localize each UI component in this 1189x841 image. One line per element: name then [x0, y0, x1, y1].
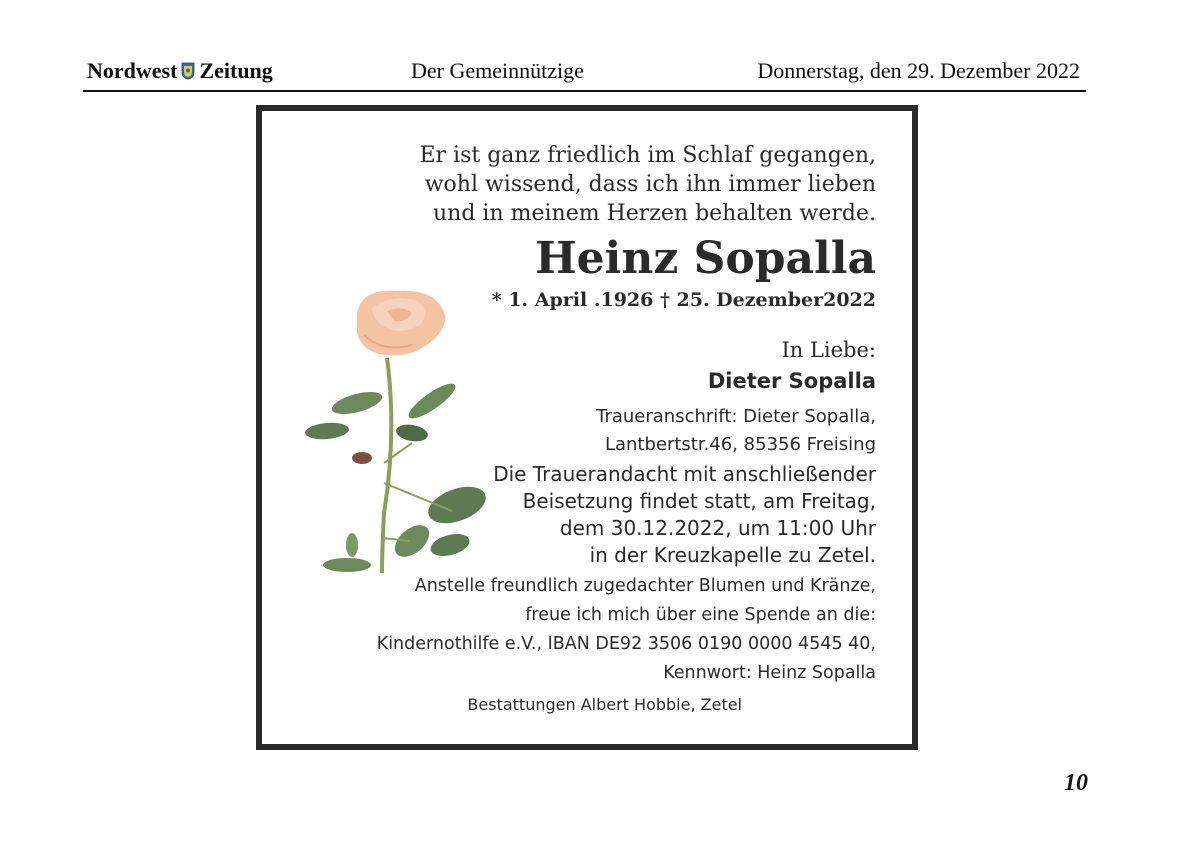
mourner-name: Dieter Sopalla: [707, 369, 876, 393]
issue-date: Donnerstag, den 29. Dezember 2022: [757, 58, 1080, 83]
life-dates: * 1. April .1926 † 25. Dezember2022: [491, 289, 876, 311]
address-line: Lantbertstr.46, 85356 Freising: [604, 434, 876, 455]
donation-line: Kindernothilfe e.V., IBAN DE92 3506 0190 0000 4545 40,: [376, 634, 876, 654]
masthead-zeitung: Zeitung: [199, 58, 273, 83]
donation-info: [377, 572, 876, 688]
verse-line: und in meinem Herzen behalten werde.: [433, 201, 876, 226]
verse-line: Er ist ganz friedlich im Schlaf gegangen,: [419, 143, 876, 168]
donation-line: freue ich mich über eine Spende an die:: [525, 605, 876, 625]
donation-line: Anstelle freundlich zugedachter Blumen und Kränze,: [414, 576, 876, 596]
service-line: in der Kreuzkapelle zu Zetel.: [589, 543, 876, 567]
verse: [419, 141, 876, 228]
undertaker: Bestattungen Albert Hobbie, Zetel: [467, 695, 742, 714]
mourning-address: [596, 403, 876, 459]
page-header: [83, 58, 1086, 88]
crest-icon: [181, 62, 195, 80]
donation-line: Kennwort: Heinz Sopalla: [663, 663, 876, 683]
obituary-notice: [256, 105, 918, 750]
masthead: [87, 58, 273, 84]
deceased-name: Heinz Sopalla: [535, 233, 876, 284]
masthead-nordwest: Nordwest: [87, 58, 178, 83]
in-love-label: In Liebe:: [781, 338, 876, 362]
verse-line: wohl wissend, dass ich ihn immer lieben: [424, 172, 876, 197]
header-rule: [83, 90, 1086, 92]
service-line: Beisetzung findet statt, am Freitag,: [522, 489, 876, 513]
service-info: [493, 461, 876, 569]
edition-title: Der Gemeinnützige: [411, 58, 584, 83]
rose-image: [302, 283, 502, 583]
service-line: dem 30.12.2022, um 11:00 Uhr: [559, 516, 876, 540]
page-number: 10: [1064, 770, 1088, 796]
service-line: Die Trauerandacht mit anschließender: [493, 462, 876, 486]
address-line: Traueranschrift: Dieter Sopalla,: [596, 406, 876, 427]
